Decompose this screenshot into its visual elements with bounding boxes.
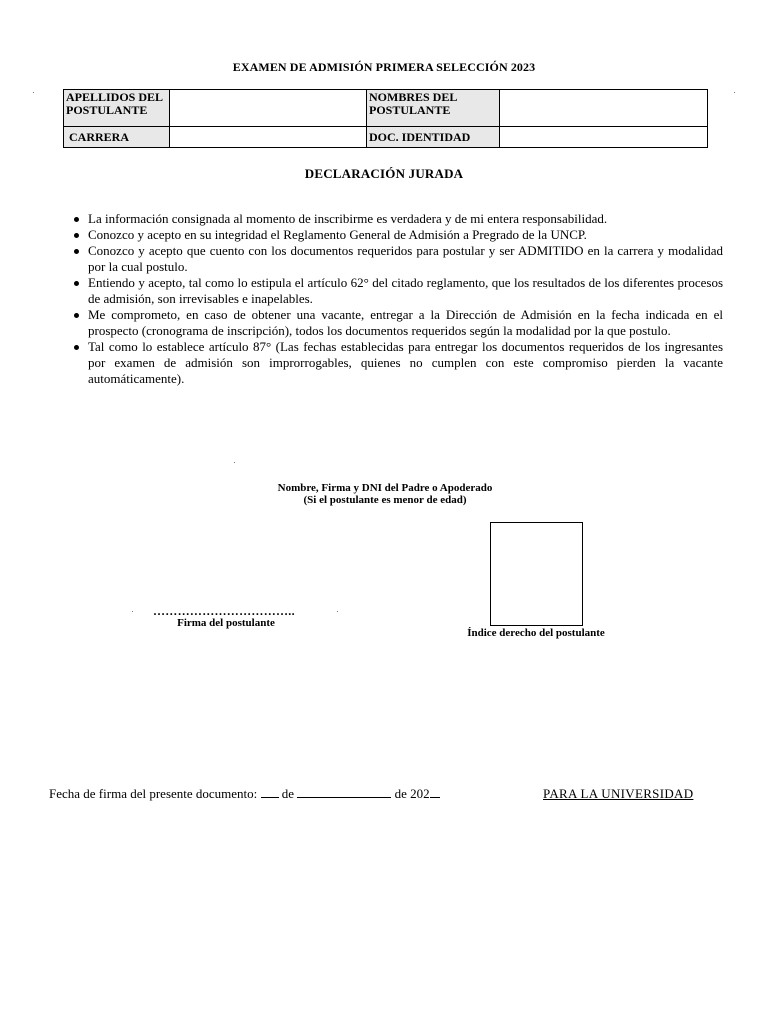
parent-signature-line2: (Si el postulante es menor de edad) (303, 494, 467, 506)
list-item-text: Me comprometo, en caso de obtener una vacante, entregar a la Dirección de Admisión en la fecha indicada en el prospecto (cronograma de inscripción), todos los documentos requeridos según la modalidad por la que postulo. (88, 307, 723, 338)
university-label: PARA LA UNIVERSIDAD (543, 786, 694, 801)
doc-identidad-field[interactable] (500, 127, 708, 148)
applicant-info-table (63, 89, 708, 148)
nombres-label: NOMBRES DEL POSTULANTE (367, 90, 500, 127)
stray-mark (734, 92, 735, 93)
nombres-field[interactable] (500, 90, 708, 127)
date-prefix: Fecha de firma del presente documento: (49, 786, 258, 801)
list-item (72, 243, 723, 275)
declaration-title: DECLARACIÓN JURADA (304, 166, 464, 181)
list-item (72, 339, 723, 387)
bullet-icon (74, 217, 79, 222)
list-item-text: Tal como lo establece artículo 87° (Las fechas establecidas para entregar los documentos requeridos de los ingresantes por examen de admisión son improrrogables, quienes no cumplen con este compromiso pierden la vacante automáticamente). (88, 339, 723, 386)
applicant-signature-label: Firma del postulante (177, 617, 275, 629)
month-blank[interactable] (297, 786, 391, 798)
list-item (72, 275, 723, 307)
stray-mark (33, 92, 34, 93)
document-title: EXAMEN DE ADMISIÓN PRIMERA SELECCIÓN 2023 (232, 60, 536, 74)
day-blank[interactable] (261, 786, 279, 798)
stray-mark (234, 462, 235, 463)
applicant-signature-line: …………………………….. (153, 604, 295, 618)
fingerprint-box (490, 522, 583, 626)
parent-signature-line1: Nombre, Firma y DNI del Padre o Apoderado (277, 482, 493, 494)
carrera-label: CARRERA (64, 127, 170, 148)
bullet-icon (74, 345, 79, 350)
list-item (72, 211, 723, 227)
fingerprint-label: Índice derecho del postulante (467, 627, 605, 639)
list-item-text: Entiendo y acepto, tal como lo estipula el artículo 62° del citado reglamento, que los resultados de los diferentes procesos de admisión, son irrevisables e inapelables. (88, 275, 723, 306)
declaration-list (72, 211, 723, 387)
stray-mark (337, 611, 338, 612)
list-item-text: Conozco y acepto que cuento con los documentos requeridos para postular y ser ADMITIDO en la carrera y modalidad por la cual postulo. (88, 243, 723, 274)
stray-mark (132, 611, 133, 612)
bullet-icon (74, 281, 79, 286)
date-de-2: de 202 (394, 786, 430, 801)
doc-identidad-label: DOC. IDENTIDAD (367, 127, 500, 148)
list-item-text: Conozco y acepto en su integridad el Reglamento General de Admisión a Pregrado de la UNCP. (88, 227, 587, 242)
year-blank[interactable] (430, 786, 440, 798)
parent-signature-caption (0, 482, 768, 506)
bullet-icon (74, 249, 79, 254)
apellidos-field[interactable] (170, 90, 367, 127)
list-item-text: La información consignada al momento de inscribirme es verdadera y de mi entera responsabilidad. (88, 211, 608, 226)
carrera-field[interactable] (170, 127, 367, 148)
bullet-icon (74, 313, 79, 318)
apellidos-label: APELLIDOS DEL POSTULANTE (64, 90, 170, 127)
list-item (72, 307, 723, 339)
date-de-1: de (281, 786, 295, 801)
bullet-icon (74, 233, 79, 238)
list-item (72, 227, 723, 243)
signature-date-line (49, 786, 440, 802)
